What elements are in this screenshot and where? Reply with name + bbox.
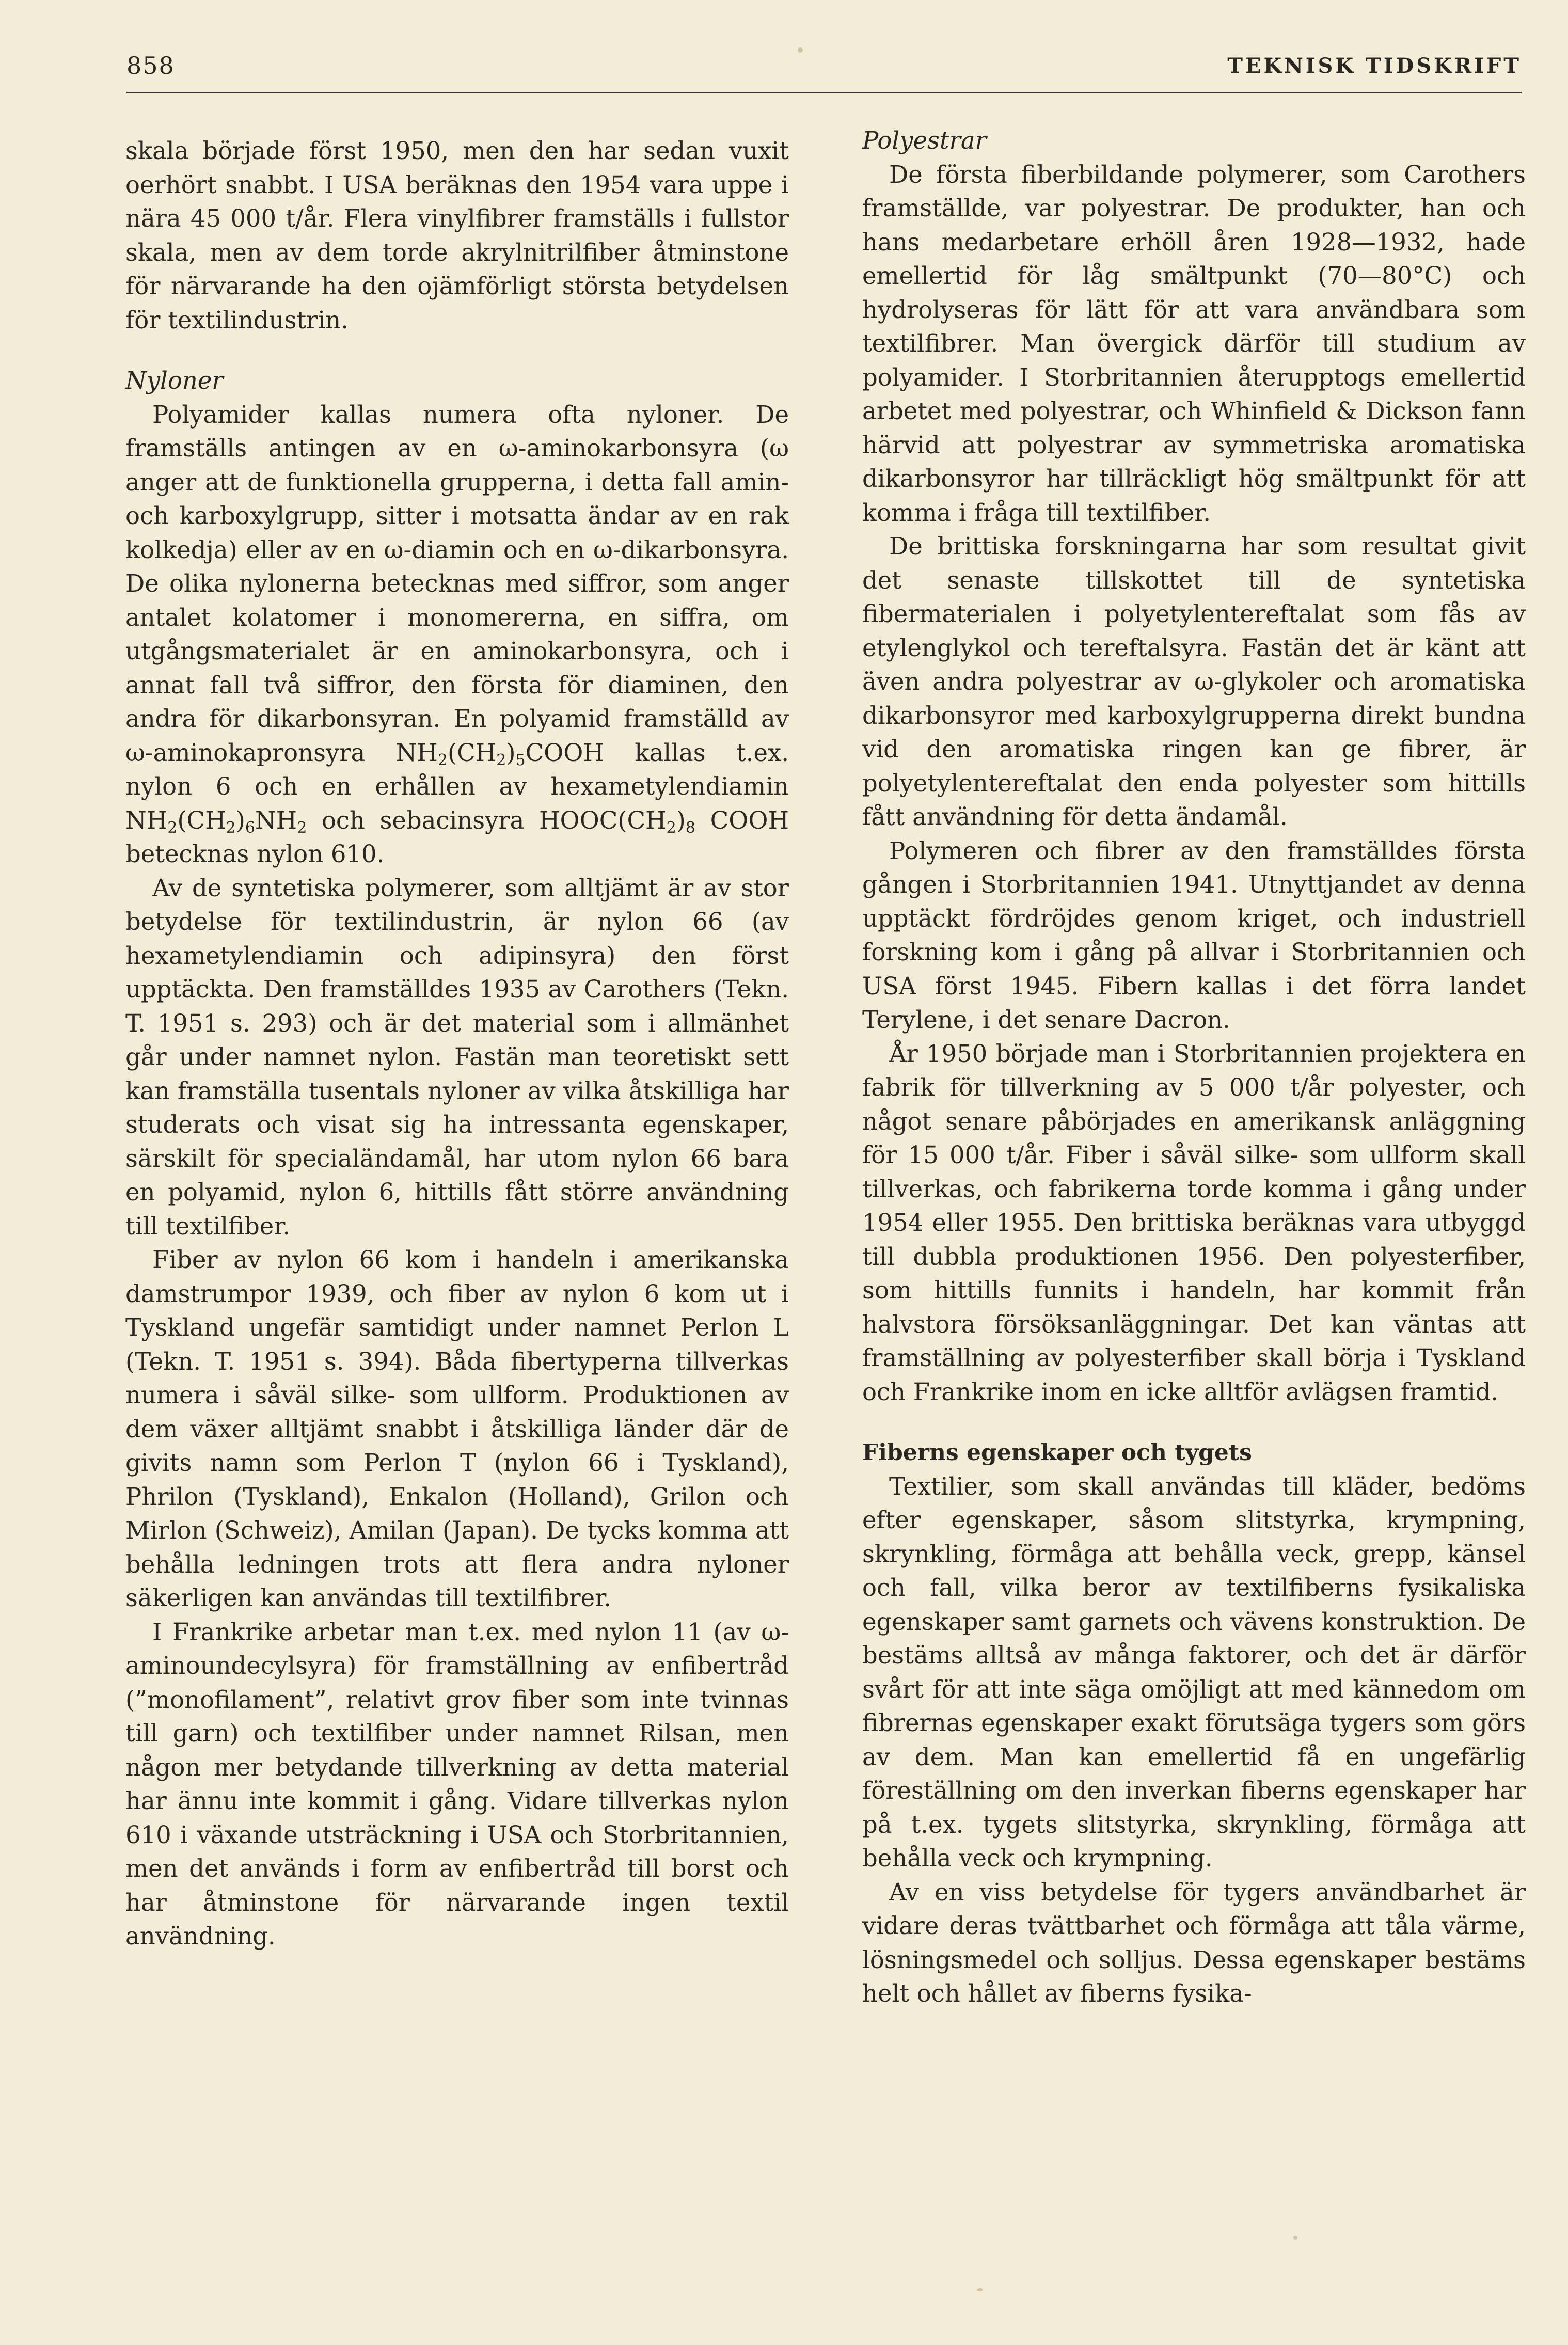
paper-spot (977, 2288, 983, 2291)
paragraph-british-research: De brittiska forskningarna har som resultat givit det senaste tillskottet till de syntetiska fibermaterialen i polyetylentereftalat som fås av etylenglykol och tereftalsyra. Fastän det är känt att även andra polyestrar av ω-glykoler och aromatiska dikarbonsyror med karboxylgrupperna direkt bundna vid den aromatiska ringen kan ge fibrer, är polyetylentereftalat den enda polyester som hittills fått användning för detta ändamål. (862, 532, 1526, 831)
polyamides-text-2: kallas t.ex. nylon 6 och en erhållen av hexametylendiamin (125, 738, 789, 800)
page-number: 858 (126, 52, 175, 80)
heading-polyestrar: Polyestrar (862, 126, 987, 154)
journal-title: TEKNISK TIDSKRIFT (1227, 54, 1522, 78)
paragraph-washability: Av en viss betydelse för tygers användbarhet är vidare deras tvättbarhet och förmåga att tåla värme, lösningsmedel och solljus. Dessa egenskaper bestäms helt och hållet av fiberns fysika- (862, 1878, 1526, 2007)
polyamides-text-3: och sebacinsyra (321, 806, 525, 834)
paragraph-polyester-production: År 1950 började man i Storbritannien projektera en fabrik för tillverkning av 5 000 t/år polyester, och något senare påbörjades en amerikansk anläggning för 15 000 t/år. Fiber i såväl silke- som ullform skall tillverkas, och fabrikerna torde komma i gång under 1954 eller 1955. Den brittiska beräknas vara utbyggd till dubbla produktionen 1956. Den polyesterfiber, som hittills funnits i handeln, har kommit från halvstora försöksanläggningar. Det kan väntas att framställning av polyesterfiber skall börja i Tyskland och Frankrike inom en icke alltför avlägsen framtid. (862, 1039, 1526, 1406)
paper-spot (798, 47, 803, 53)
paragraph-polyamides (125, 398, 789, 872)
heading-nyloner: Nyloner (125, 367, 224, 394)
formula-hexametylendiamin: $NH_2(CH_2)_6NH_2$ (125, 806, 307, 837)
paragraph-nylon-66: Av de syntetiska polymerer, som alltjämt är av stor betydelse för textilindustrin, är nylon 66 (av hexametylendiamin och adipinsyra) den först upptäckta. Den framställdes 1935 av Carothers (Tekn. T. 1951 s. 293) och är det material som i allmänhet går under namnet nylon. Fastän man teoretiskt sett kan framställa tusentals nyloner av vilka åtskilliga har studerats och visat sig ha intressanta egenskaper, särskilt för specialändamål, har utom nylon 66 bara en polyamid, nylon 6, hittills fått större användning till textilfiber. (125, 874, 789, 1240)
paragraph-nylon-11: I Frankrike arbetar man t.ex. med nylon 11 (av ω-aminoundecylsyra) för framställning av enfibertråd (”monofilament”, relativt grov fiber som inte tvinnas till garn) och textilfiber under namnet Rilsan, men någon mer betydande tillverkning av detta material har ännu inte kommit i gång. Vidare tillverkas nylon 610 i växande utsträckning i USA och Storbritannien, men det används i form av enfibertråd till borst och har åtminstone för närvarande ingen textil användning. (125, 1618, 789, 1950)
paragraph-vinyl-intro: skala började först 1950, men den har sedan vuxit oerhört snabbt. I USA beräknas den 1954 vara uppe i nära 45 000 t/år. Flera vinylfibrer framställs i fullstor skala, men av dem torde akrylnitrilfiber åtminstone för närvarande ha den ojämförligt största betydelsen för textilindustrin. (125, 137, 789, 334)
polyamides-text-1: Polyamider kallas numera ofta nyloner. De framställs antingen av en ω-aminokarbonsyra (ω anger att de funktionella grupperna, i detta fall amin- och karboxylgrupp, sitter i motsatta ändar av en rak kolkedja) eller av en ω-diamin och en ω-dikarbonsyra. De olika nylonerna betecknas med siffror, som anger antalet kolatomer i monomererna, en siffra, om utgångsmaterialet är en aminokarbonsyra, och i annat fall två siffror, den första för diaminen, den andra för dikarbonsyran. En polyamid framställd av ω-aminokapronsyra (125, 400, 789, 767)
formula-aminokapronsyra: $NH_2(CH_2)_5COOH$ (395, 738, 604, 769)
right-column (862, 124, 1526, 2011)
left-column (125, 134, 789, 1954)
paragraph-textile-properties: Textilier, som skall användas till kläder, bedöms efter egenskaper, såsom slitstyrka, krympning, skrynkling, förmåga att behålla veck, grepp, känsel och fall, vilka beror av textilfiberns fysikaliska egenskaper samt garnets och vävens konstruktion. De bestäms alltså av många faktorer, och det är därför svårt för att inte säga omöjligt att med kännedom om fibrernas egenskaper exakt förutsäga tygers som görs av dem. Man kan emellertid få en ungefärlig föreställning om den inverkan fiberns egenskaper har på t.ex. tygets slitstyrka, skrynkling, förmåga att behålla veck och krympning. (862, 1472, 1526, 1872)
formula-sebacinsyra: $HOOC(CH_2)_8$ (539, 806, 695, 837)
paragraph-nylon-fibers: Fiber av nylon 66 kom i handeln i amerikanska damstrumpor 1939, och fiber av nylon 6 kom ut i Tyskland ungefär samtidigt under namnet Perlon L (Tekn. T. 1951 s. 394). Båda fibertyperna tillverkas numera i såväl silke- som ullform. Produktionen av dem växer alltjämt snabbt i åtskilliga länder där de givits namn som Perlon T (nylon 66 i Tyskland), Phrilon (Tyskland), Enkalon (Holland), Grilon och Mirlon (Schweiz), Amilan (Japan). De tycks komma att behålla ledningen trots att flera andra nyloner säkerligen kan användas till textilfibrer. (125, 1246, 789, 1612)
paper-spot (1293, 2236, 1297, 2240)
polyamides-text-4: COOH betecknas nylon 610. (125, 806, 789, 868)
paragraph-terylene-dacron: Polymeren och fibrer av den framställdes första gången i Storbritannien 1941. Utnyttjandet av denna upptäckt fördröjdes genom kriget, och industriell forskning kom i gång på allvar i Storbritannien och USA först 1945. Fibern kallas i det förra landet Terylene, i det senare Dacron. (862, 836, 1526, 1034)
paragraph-polyester-history: De första fiberbildande polymerer, som Carothers framställde, var polyestrar. De produkter, han och hans medarbetare erhöll åren 1928—1932, hade emellertid för låg smältpunkt (70—80°C) och hydrolyseras för lätt för att vara användbara som textilfibrer. Man övergick därför till studium av polyamider. I Storbritannien återupptogs emellertid arbetet med polyestrar, och Whinfield & Dickson fann härvid att polyestrar av symmetriska aromatiska dikarbonsyror har tillräckligt hög smältpunkt för att komma i fråga till textilfiber. (862, 160, 1526, 527)
heading-fiber-properties: Fiberns egenskaper och tygets (862, 1439, 1252, 1466)
header-rule (126, 92, 1522, 93)
page-header (126, 52, 1522, 93)
